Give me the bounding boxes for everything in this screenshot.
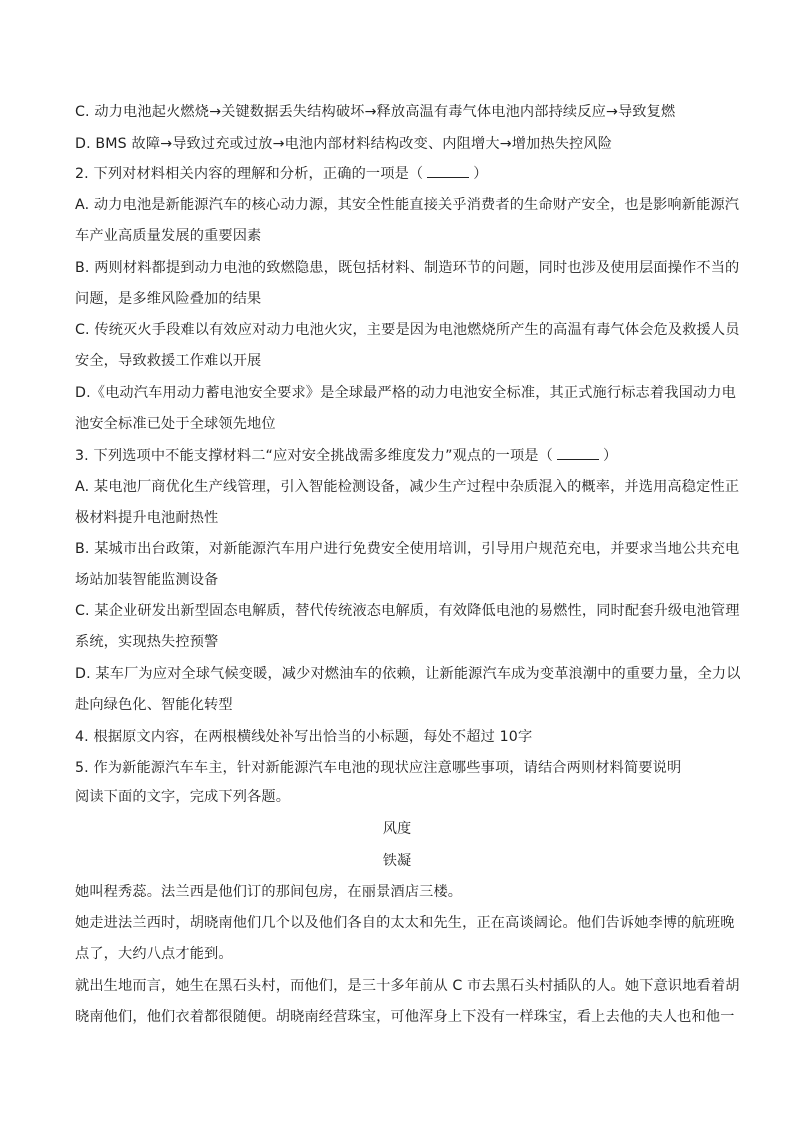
question-3-text: 3. 下列选项中不能支撑材料二“应对安全挑战需多维度发力”观点的一项是（ (75, 448, 553, 464)
option-d-q3-line1: D. 某车厂为应对全球气候变暖，减少对燃油车的依赖，让新能源汽车成为变革浪潮中的重要力量，全力以 (75, 666, 741, 682)
story-paragraph-3-line1: 就出生地而言，她生在黑石头村，而他们，是三十多年前从 C 市去黑石头村插队的人。她下意识地看着胡 (75, 978, 740, 994)
story-paragraph-1: 她叫程秀蕊。法兰西是他们订的那间包房，在丽景酒店三楼。 (75, 884, 463, 900)
question-5: 5. 作为新能源汽车车主，针对新能源汽车电池的现状应注意哪些事项，请结合两则材料简要说明 (75, 760, 682, 776)
option-c-q2-line1: C. 传统灭火手段难以有效应对动力电池火灾，主要是因为电池燃烧所产生的高温有毒气体会危及救援人员 (75, 322, 740, 338)
question-2 (75, 163, 735, 184)
option-a-q2-line1: A. 动力电池是新能源汽车的核心动力源，其安全性能直接关乎消费者的生命财产安全，也是影响新能源汽 (75, 197, 740, 213)
option-c-q2-line2: 安全，导致救援工作难以开展 (75, 353, 262, 369)
option-a-q3-line1: A. 某电池厂商优化生产线管理，引入智能检测设备，减少生产过程中杂质混入的概率，并选用高稳定性正 (75, 479, 740, 495)
option-d-q2-line1: D.《电动汽车用动力蓄电池安全要求》是全球最严格的动力电池安全标准，其正式施行标志着我国动力电 (75, 385, 736, 401)
question-3-close: ） (602, 448, 618, 464)
question-3 (75, 445, 735, 466)
option-d-q3-line2: 赴向绿色化、智能化转型 (75, 697, 233, 713)
story-title: 风度 (382, 821, 412, 837)
option-b-q3-line1: B. 某城市出台政策，对新能源汽车用户进行免费安全使用培训，引导用户规范充电，并要求当地公共充电 (75, 541, 740, 557)
option-c-q3-line1: C. 某企业研发出新型固态电解质，替代传统液态电解质，有效降低电池的易燃性，同时配套升级电池管理 (75, 603, 740, 619)
option-d-q1: D. BMS 故障→导致过充或过放→电池内部材料结构改变、内阻增大→增加热失控风险 (75, 136, 613, 152)
reading-instruction: 阅读下面的文字，完成下列各题。 (75, 789, 291, 805)
option-b-q2-line2: 问题，是多维风险叠加的结果 (75, 291, 262, 307)
option-d-q2-line2: 池安全标准已处于全球领先地位 (75, 416, 276, 432)
story-paragraph-3-line2: 晓南他们，他们衣着都很随便。胡晓南经营珠宝，可他浑身上下没有一样珠宝，看上去他的夫人也和他一 (75, 1009, 735, 1025)
option-c-q1: C. 动力电池起火燃烧→关键数据丢失结构破坏→释放高温有毒气体电池内部持续反应→导致复燃 (75, 104, 676, 120)
option-a-q3-line2: 极材料提升电池耐热性 (75, 510, 219, 526)
story-paragraph-2-line2: 点了，大约八点才能到。 (75, 946, 233, 962)
option-c-q3-line2: 系统，实现热失控预警 (75, 634, 219, 650)
answer-blank (427, 163, 469, 178)
story-author: 铁凝 (382, 853, 412, 869)
question-4: 4. 根据原文内容，在两根横线处补写出恰当的小标题，每处不超过 10字 (75, 729, 533, 745)
option-b-q2-line1: B. 两则材料都提到动力电池的致燃隐患，既包括材料、制造环节的问题，同时也涉及使用层面操作不当的 (75, 260, 740, 276)
answer-blank (557, 445, 599, 460)
option-a-q2-line2: 车产业高质量发展的重要因素 (75, 228, 262, 244)
option-b-q3-line2: 场站加装智能监测设备 (75, 572, 219, 588)
story-paragraph-2-line1: 她走进法兰西时，胡晓南他们几个以及他们各自的太太和先生，正在高谈阔论。他们告诉她李博的航班晚 (75, 915, 735, 931)
question-2-text: 2. 下列对材料相关内容的理解和分析，正确的一项是（ (75, 166, 424, 182)
question-2-close: ） (473, 166, 488, 182)
